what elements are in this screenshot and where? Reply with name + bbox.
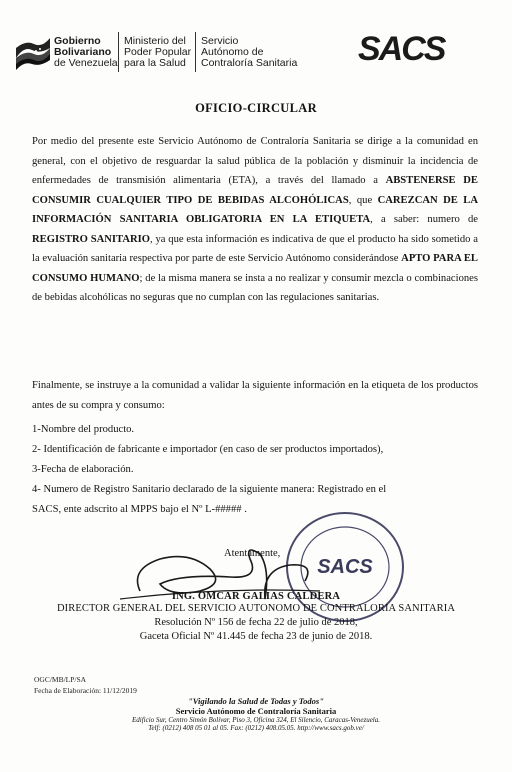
footer [0, 696, 512, 732]
p1-bold-4: APTO PARA EL CONSUMO HUMANO [32, 253, 478, 284]
document-title: OFICIO-CIRCULAR [195, 101, 317, 115]
reference-codes [34, 674, 137, 696]
service-line-2: Autónomo de [201, 46, 264, 58]
ministry-line-3: para la Salud [124, 57, 186, 69]
list-item: SACS, ente adscrito al MPPS bajo el Nº L-##### . [32, 504, 247, 515]
p1-text-3: , a saber: numero de [370, 214, 478, 225]
list-item: 4- Numero de Registro Sanitario declarado de la siguiente manera: Registrado en el [32, 484, 387, 495]
government-name [54, 36, 118, 69]
venezuela-flag-icon [14, 34, 52, 70]
footer-motto: "Vigilando la Salud de Todas y Todos" [188, 696, 324, 706]
ministry-name [124, 36, 191, 69]
p1-text-4: , ya que esta información es indicativa de que el producto ha sido sometido a la evaluación sanitaria respectiva por parte de este Servicio Autónomo considerándose [32, 233, 478, 264]
header-divider [118, 32, 119, 72]
p1-bold-3: REGISTRO SANITARIO [32, 233, 150, 245]
header-divider [195, 32, 196, 72]
p1-text-1: Por medio del presente este Servicio Autónomo de Contraloría Sanitaria se dirige a la comunidad en general, con el objetivo de resguardar la salud pública de la población y disminuir la incidencia de enfermedades de transmisión alimentaria (ETA), a través del llamado a [32, 136, 478, 186]
p1-bold-1: ABSTENERSE DE CONSUMIR CUALQUIER TIPO DE BEBIDAS ALCOHÓLICAS [32, 175, 478, 206]
list-item: 3-Fecha de elaboración. [32, 464, 134, 475]
list-item: 1-Nombre del producto. [32, 424, 135, 435]
service-line-3: Contraloría Sanitaria [201, 57, 298, 69]
signer-name: ING. OMCAR GALIAS CALDERA [171, 591, 341, 602]
body-paragraph-1 [32, 132, 478, 308]
sacs-logo [358, 30, 458, 68]
resolution-text: Resolución Nº 156 de fecha 22 de julio de 2018, [154, 617, 358, 628]
footer-organization: Servicio Autónomo de Contraloría Sanitaria [175, 706, 337, 716]
closing-salutation: Atentamente, [224, 548, 281, 559]
footer-address: Edificio Sur, Centro Simón Bolívar, Piso 3, Oficina 324, El Silencio, Caracas-Venezuela. [131, 716, 381, 724]
service-name [201, 36, 297, 69]
gazette-text: Gaceta Oficial Nº 41.445 de fecha 23 de junio de 2018. [139, 631, 373, 642]
footer-contact: Telf: (0212) 408 05 01 al 05. Fax: (0212) 408.05.05. http://www.sacs.gob.ve/ [148, 724, 364, 732]
elaboration-date: Fecha de Elaboración: 11/12/2019 [34, 686, 137, 695]
p1-text-5: ; de la misma manera se insta a no realizar y consumir mezcla o combinaciones de bebidas alcohólicas no seguras que no cumplan con las regulaciones sanitarias. [32, 272, 478, 303]
stamp-text: SACS [317, 556, 373, 578]
gov-line-2: Bolivariano [54, 46, 112, 58]
gov-line-3: de Venezuela [54, 57, 118, 69]
p1-text-2: , que [348, 194, 378, 206]
letterhead [14, 24, 500, 78]
signature-block [0, 505, 512, 655]
sacs-logo-text: SACS [358, 30, 445, 68]
service-line-1: Servicio [201, 35, 239, 47]
initials-code: OGC/MB/LP/SA [34, 675, 87, 684]
ministry-line-2: Poder Popular [124, 46, 192, 58]
ministry-line-1: Ministerio del [124, 35, 186, 47]
signer-role: DIRECTOR GENERAL DEL SERVICIO AUTONOMO DE CONTRALORIA SANITARIA [56, 603, 456, 614]
body-paragraph-2: Finalmente, se instruye a la comunidad a validar la siguiente información en la etiqueta de los productos antes de su compra y consumo: [32, 380, 478, 411]
gov-line-1: Gobierno [54, 35, 101, 47]
p1-bold-2: CAREZCAN DE LA INFORMACIÓN SANITARIA OBLIGATORIA EN LA ETIQUETA [32, 194, 478, 225]
list-item: 2- Identificación de fabricante e importador (en caso de ser productos importados), [32, 444, 384, 455]
